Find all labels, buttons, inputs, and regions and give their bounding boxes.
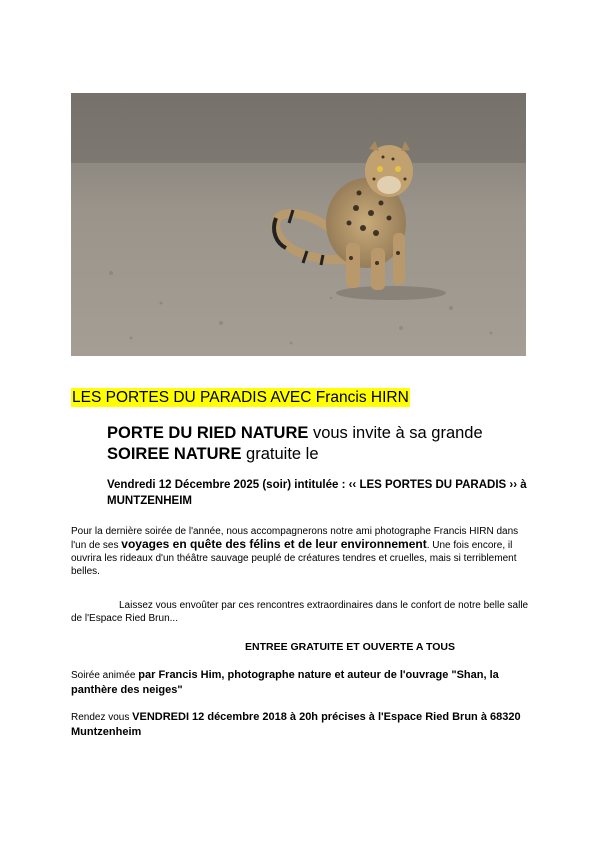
host-lead: Soirée animée xyxy=(71,670,139,681)
host-details: par Francis Him, photographe nature et auteur de l'ouvrage "Shan, la panthère des neiges" xyxy=(71,669,499,696)
free-text: gratuite le xyxy=(241,445,319,463)
invitation-text: Laissez vous envoûter par ces rencontres extraordinaires dans le confort de notre belle salle de l'Espace Ried Brun... xyxy=(71,600,529,624)
description-highlight: voyages en quête des félins et de leur environnement xyxy=(121,537,427,551)
description-part1: Pour la dernière soirée de l'année, nous accompagnerons notre ami photographe Francis HIRN dans l'un de ses xyxy=(71,526,519,551)
organizer-name: PORTE DU RIED NATURE xyxy=(107,424,309,442)
rendezvous-paragraph xyxy=(71,710,531,740)
host-paragraph xyxy=(71,668,531,698)
description-part2: . Une fois encore, il ouvrira les rideaux d'un théâtre sauvage peuplé de créatures tendres et cruelles, mais si terriblement belles. xyxy=(71,540,517,577)
event-type: SOIREE NATURE xyxy=(107,445,242,463)
free-entry-notice: ENTREE GRATUITE ET OUVERTE A TOUS xyxy=(245,641,456,653)
rendezvous-lead: Rendez vous xyxy=(71,712,133,723)
event-date-line: Vendredi 12 Décembre 2025 (soir) intitulée : ‹‹ LES PORTES DU PARADIS ›› à MUNTZENHEIM xyxy=(107,479,527,507)
leopard-photo xyxy=(71,93,526,356)
rendezvous-details: VENDREDI 12 décembre 2018 à 20h précises à l'Espace Ried Brun à 68320 Muntzenheim xyxy=(71,711,521,738)
invitation-heading xyxy=(107,423,537,465)
invite-text: vous invite à sa grande xyxy=(308,424,483,442)
invitation-paragraph xyxy=(71,599,541,625)
event-title: LES PORTES DU PARADIS AVEC Francis HIRN xyxy=(72,389,409,406)
description-paragraph xyxy=(71,525,526,578)
